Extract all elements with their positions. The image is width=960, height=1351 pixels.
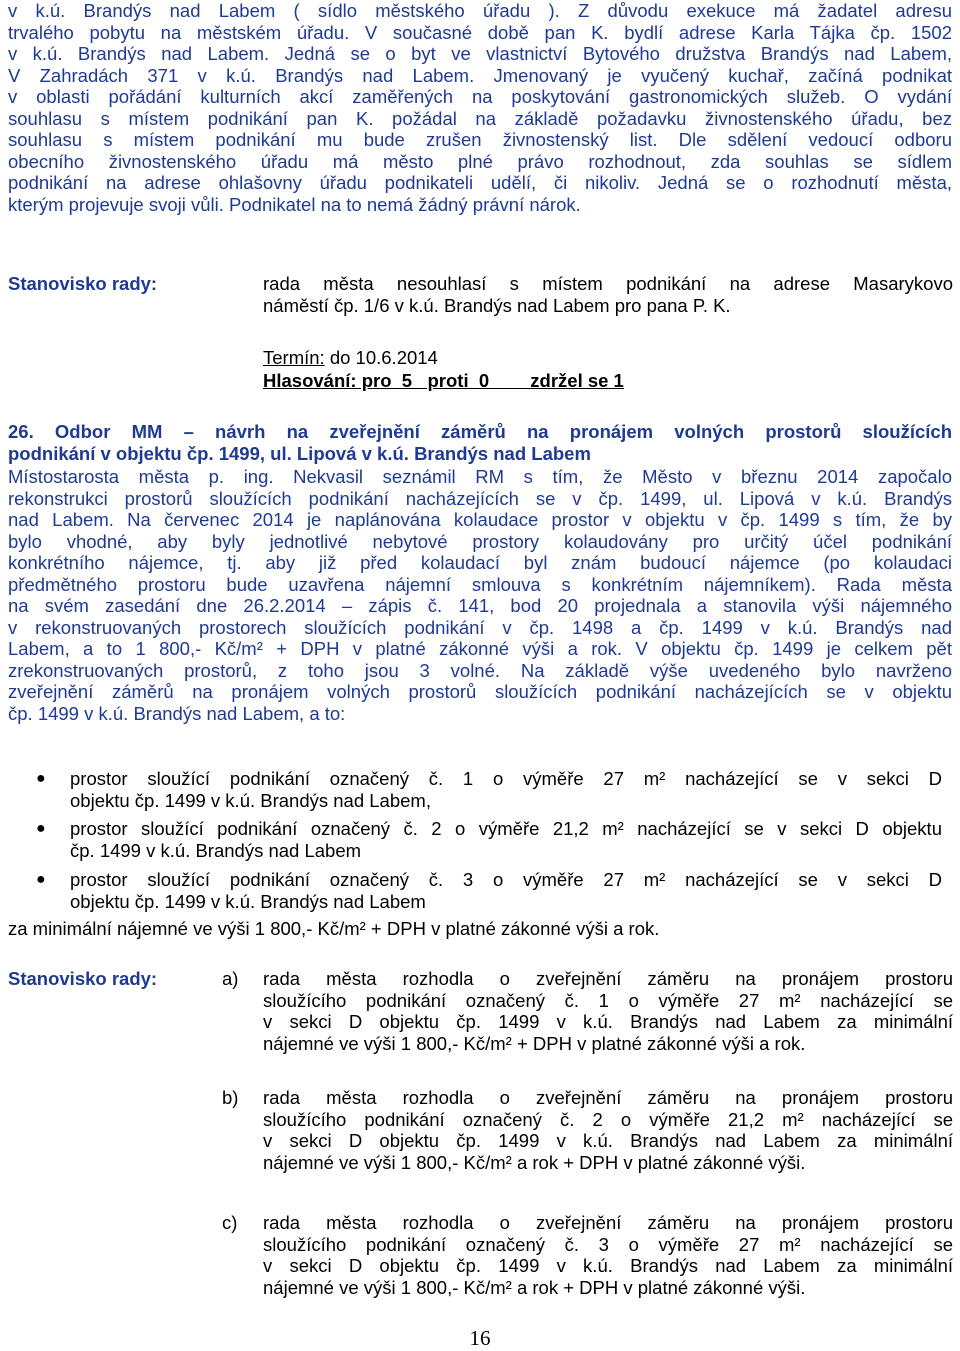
deadline-label: Termín: bbox=[263, 347, 325, 368]
resolution-text: rada města nesouhlasí s místem podnikání na adrese Masarykovo bbox=[263, 273, 953, 294]
option-letter: c) bbox=[222, 1212, 238, 1233]
presenter-line: Místostarosta města p. ing. Nekvasil seznámil RM s tím, že Město v březnu 2014 započalo bbox=[8, 466, 952, 487]
list-item-line: prostor sloužící podnikání označený č. 3 o výměře 27 m² nacházející se v sekci D bbox=[70, 869, 942, 890]
list-item bbox=[70, 818, 942, 861]
council-opinion-label: Stanovisko rady: bbox=[8, 968, 158, 989]
option-line: v sekci D objektu čp. 1499 v k.ú. Brandýs nad Labem za minimální bbox=[263, 1130, 953, 1151]
list-item-line: objektu čp. 1499 v k.ú. Brandýs nad Labem, bbox=[70, 789, 431, 811]
option-line: nájemné ve výši 1 800,- Kč/m² a rok + DPH v platné zákonné výši. bbox=[263, 1151, 806, 1173]
item-26-heading bbox=[8, 421, 952, 464]
option-a bbox=[263, 968, 953, 1054]
heading-line: 26. Odbor MM – návrh na zveřejnění záměrů na pronájem volných prostorů sloužících bbox=[8, 421, 952, 442]
bullet-icon: ● bbox=[36, 770, 46, 787]
text-line: v k.ú. Brandýs nad Labem ( sídlo městského úřadu ). Z důvodu exekuce má žadatel adresu bbox=[8, 0, 952, 21]
option-c bbox=[263, 1212, 953, 1298]
text-line: předmětného prostoru bude uzavřena nájemní smlouva s konkrétním nájemníkem). Rada města bbox=[8, 573, 952, 595]
text-line: V Zahradách 371 v k.ú. Brandýs nad Labem. Jmenovaný je vyučený kuchař, začíná podnikat bbox=[8, 64, 952, 86]
text-line: podnikání na adrese ohlašovny úřadu podnikateli udělí, či nikoliv. Jedná se o rozhodnutí města, bbox=[8, 172, 952, 193]
bullet-icon: ● bbox=[36, 820, 46, 837]
deadline-value: do 10.6.2014 bbox=[324, 347, 438, 368]
council-opinion-label: Stanovisko rady: bbox=[8, 273, 158, 294]
option-line: sloužícího podnikání označený č. 3 o výměře 27 m² nacházející se bbox=[263, 1233, 953, 1255]
deadline bbox=[263, 347, 953, 369]
list-item bbox=[70, 768, 942, 811]
closing-line bbox=[8, 918, 952, 940]
text-line: trvalého pobytu na městském úřadu. V současné době pan K. bydlí adrese Karla Tájka čp. 1502 bbox=[8, 21, 952, 43]
text-line: obecního živnostenského úřadu má město plné právo rozhodnout, zda souhlas se sídlem bbox=[8, 150, 952, 172]
resolution-text: náměstí čp. 1/6 v k.ú. Brandýs nad Labem pro pana P. K. bbox=[263, 294, 731, 316]
text-line: Labem, a to 1 800,- Kč/m² + DPH v platné zákonné výši a rok. V objektu čp. 1499 je celkem pět bbox=[8, 638, 952, 659]
text-line: v k.ú. Brandýs nad Labem. Jedná se o byt ve vlastnictví Bytového družstva Brandýs nad Labem, bbox=[8, 43, 952, 64]
page-number: 16 bbox=[469, 1326, 491, 1350]
text-line: souhlasu s místem podnikání mu bude zrušen živnostenský list. Dle sdělení vedoucí odboru bbox=[8, 129, 952, 150]
list-item-line: čp. 1499 v k.ú. Brandýs nad Labem bbox=[70, 839, 362, 861]
item-26-body bbox=[8, 466, 952, 724]
option-line: rada města rozhodla o zveřejnění záměru na pronájem prostoru bbox=[263, 968, 953, 989]
option-line: sloužícího podnikání označený č. 2 o výměře 21,2 m² nacházející se bbox=[263, 1108, 953, 1130]
text-line: nad Labem. Na červenec 2014 je naplánována kolaudace prostor v objektu v čp. 1499 s tím, že by bbox=[8, 509, 952, 530]
text-line: čp. 1499 v k.ú. Brandýs nad Labem, a to: bbox=[8, 702, 346, 724]
text-line: rekonstrukci prostorů sloužících podnikání nacházejících se v čp. 1499, ul. Lipová v k.ú. Brandýs bbox=[8, 487, 952, 509]
list-item bbox=[70, 869, 942, 912]
text-line: v rekonstruovaných prostorech sloužících podnikání v čp. 1498 a čp. 1499 v k.ú. Brandýs nad bbox=[8, 616, 952, 638]
vote-result: Hlasování: pro 5 proti 0 zdržel se 1 bbox=[263, 370, 624, 391]
intro-paragraph bbox=[8, 0, 952, 215]
list-item-line: prostor sloužící podnikání označený č. 2 o výměře 21,2 m² nacházející se v sekci D objektu bbox=[70, 818, 942, 839]
text-line: na svém zasedání dne 26.2.2014 – zápis č. 141, bod 20 projednala a stanovila výši nájemného bbox=[8, 595, 952, 616]
option-letter: b) bbox=[222, 1087, 239, 1108]
text-line: bylo vhodné, aby byly jednotlivé nebytové prostory kolaudovány pro určitý účel podnikání bbox=[8, 530, 952, 552]
text-line: zveřejnění záměrů na pronájem volných prostorů sloužících podnikání nacházejících se v objektu bbox=[8, 681, 952, 702]
text-line: kterým projevuje svoji vůli. Podnikatel na to nemá žádný právní nárok. bbox=[8, 193, 581, 215]
option-line: v sekci D objektu čp. 1499 v k.ú. Brandýs nad Labem za minimální bbox=[263, 1011, 953, 1032]
option-letter: a) bbox=[222, 968, 239, 989]
option-line: sloužícího podnikání označený č. 1 o výměře 27 m² nacházející se bbox=[263, 989, 953, 1011]
option-line: v sekci D objektu čp. 1499 v k.ú. Brandýs nad Labem za minimální bbox=[263, 1255, 953, 1276]
option-b bbox=[263, 1087, 953, 1173]
resolution-1 bbox=[263, 273, 953, 316]
text-line: konkrétního nájemce, tj. aby již před kolaudací byl znám budoucí nájemce (po kolaudaci bbox=[8, 552, 952, 573]
bullet-icon: ● bbox=[36, 871, 46, 888]
option-line: rada města rozhodla o zveřejnění záměru na pronájem prostoru bbox=[263, 1212, 953, 1233]
list-item-line: prostor sloužící podnikání označený č. 1 o výměře 27 m² nacházející se v sekci D bbox=[70, 768, 942, 789]
text-line: v oblasti pořádání kulturních akcí zaměřených na poskytování gastronomických služeb. O vydání bbox=[8, 86, 952, 107]
heading-line: podnikání v objektu čp. 1499, ul. Lipová v k.ú. Brandýs nad Labem bbox=[8, 442, 591, 464]
option-line: nájemné ve výši 1 800,- Kč/m² + DPH v platné zákonné výši a rok. bbox=[263, 1032, 806, 1054]
text-line: zrekonstruovaných prostorů, z toho jsou 3 volné. Na základě výše uvedeného bylo navrženo bbox=[8, 659, 952, 681]
list-item-line: objektu čp. 1499 v k.ú. Brandýs nad Labem bbox=[70, 890, 426, 912]
text-line: souhlasu s místem podnikání pan K. požádal na základě požadavku živnostenského úřadu, bez bbox=[8, 107, 952, 129]
option-line: rada města rozhodla o zveřejnění záměru na pronájem prostoru bbox=[263, 1087, 953, 1108]
text-line: za minimální nájemné ve výši 1 800,- Kč/m² + DPH v platné zákonné výši a rok. bbox=[8, 918, 660, 939]
option-line: nájemné ve výši 1 800,- Kč/m² a rok + DPH v platné zákonné výši. bbox=[263, 1276, 806, 1298]
